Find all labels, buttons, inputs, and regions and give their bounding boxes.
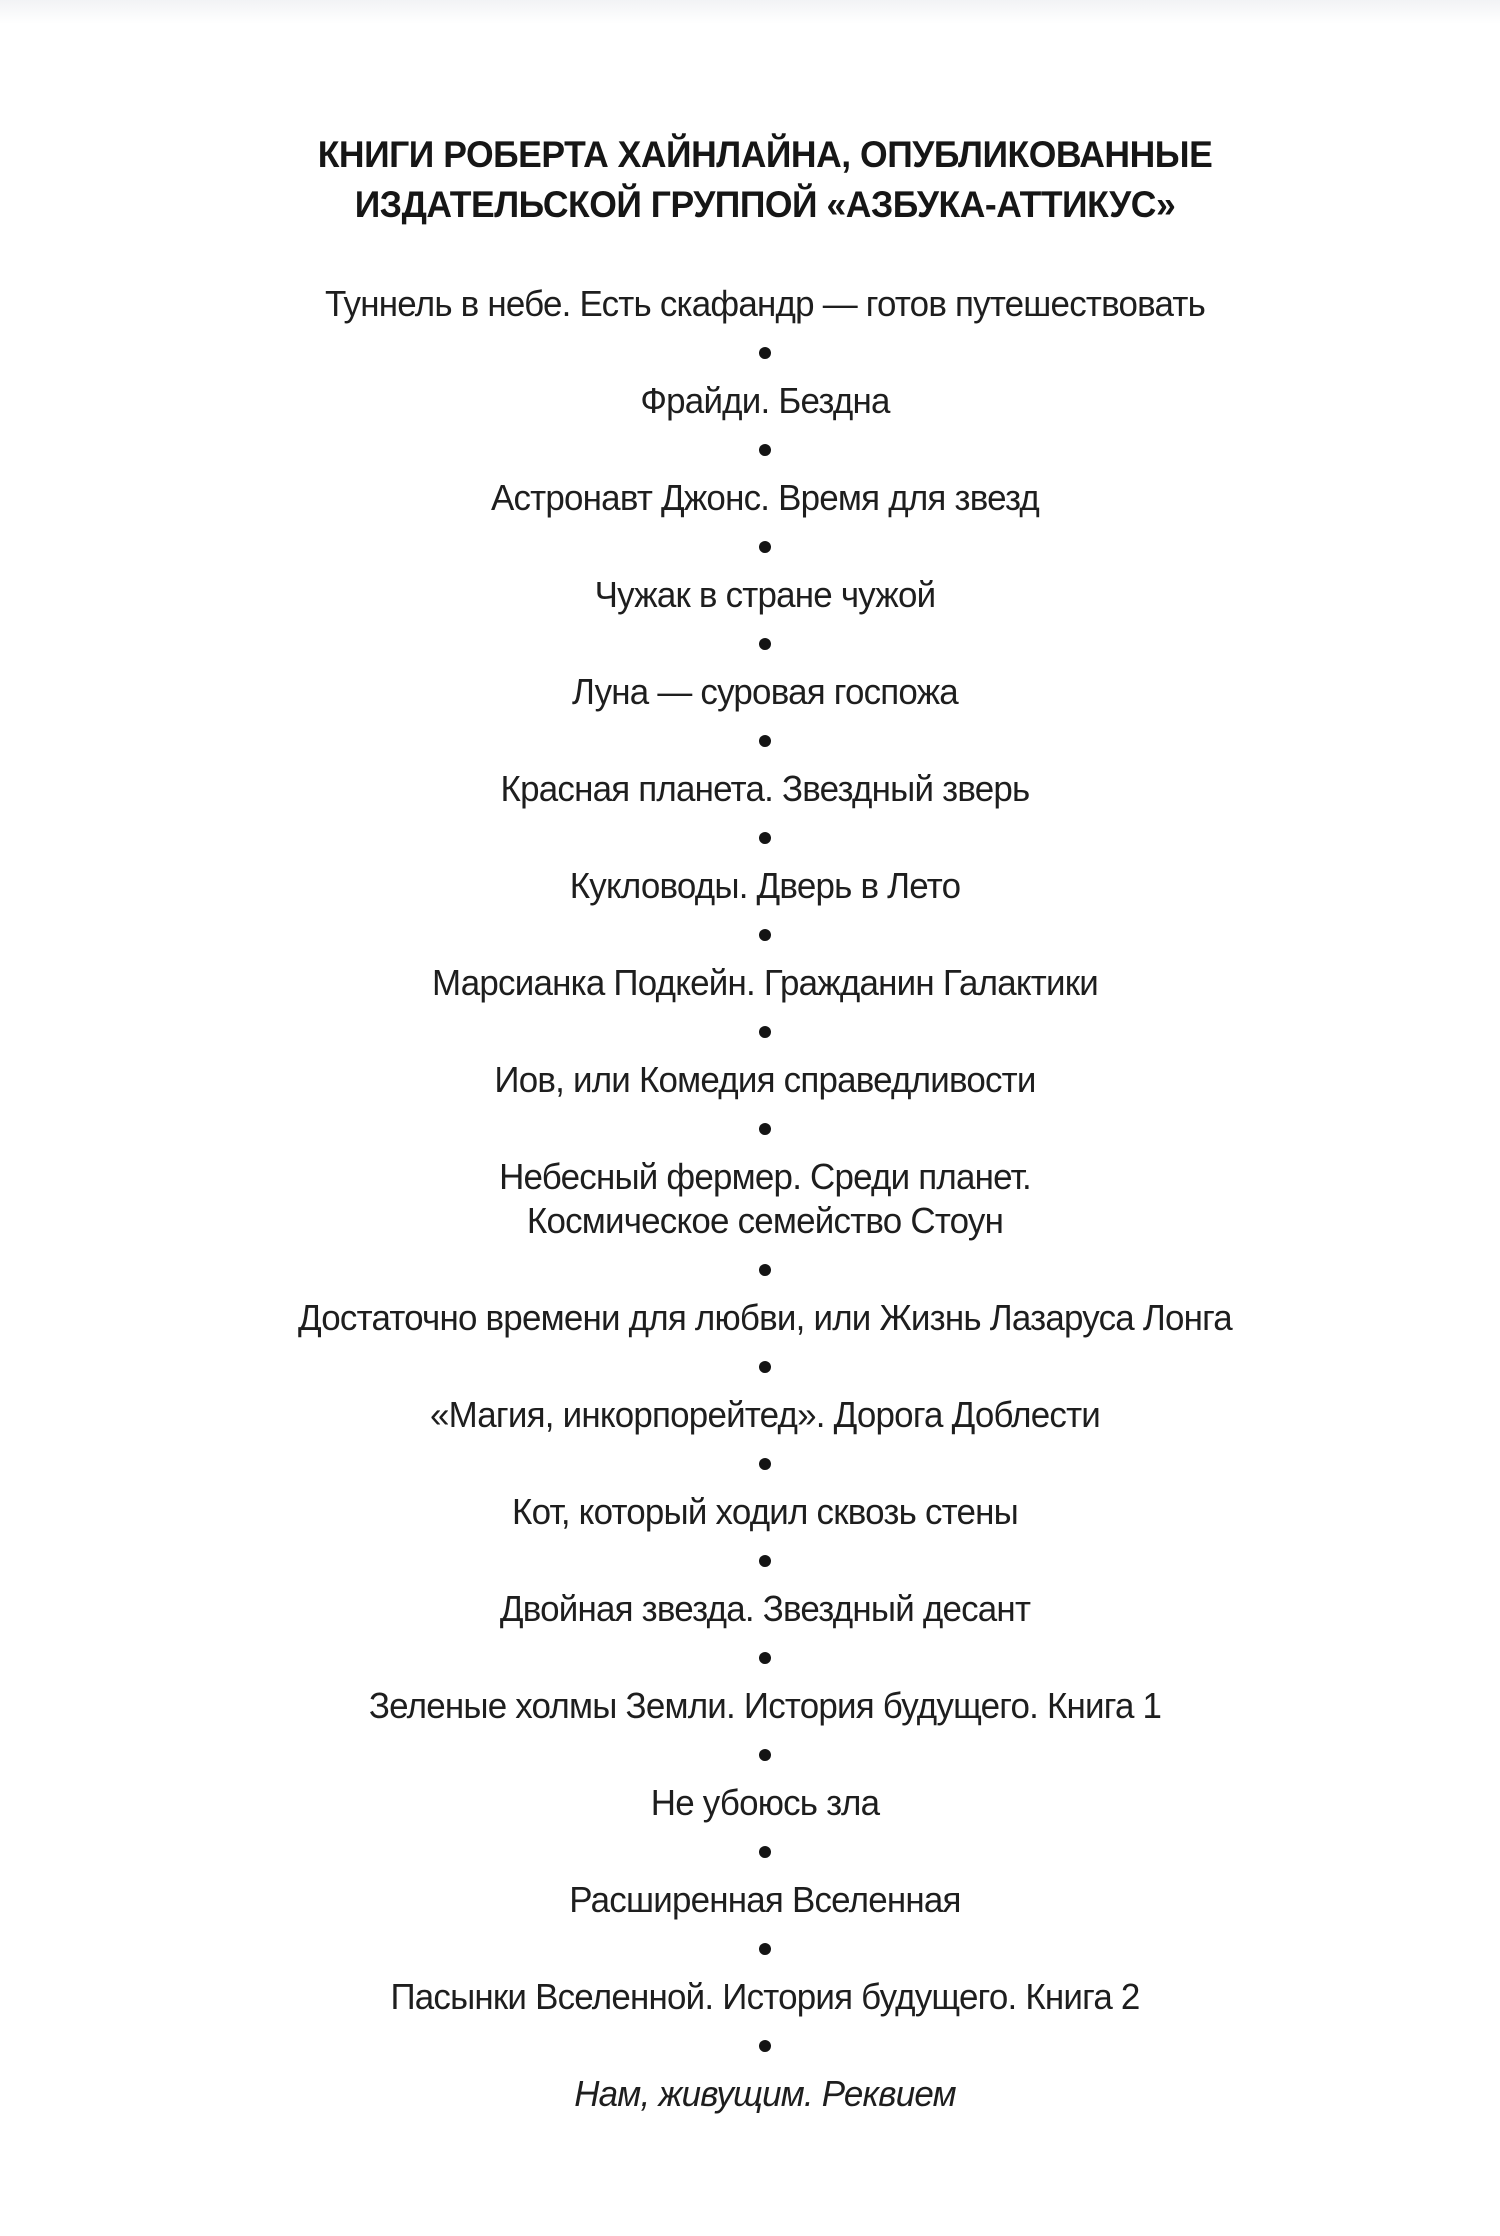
page-title (59, 130, 1470, 230)
book-entry-line: Достаточно времени для любви, или Жизнь Лазаруса Лонга (298, 1297, 1232, 1338)
bullet-dot-icon (759, 541, 771, 553)
bullet-dot-icon (759, 1943, 771, 1955)
bullet-dot-icon (759, 1026, 771, 1038)
book-entry-line: Туннель в небе. Есть скафандр — готов путешествовать (324, 283, 1206, 324)
book-entry (52, 864, 1478, 908)
book-entry-line: Пасынки Вселенной. История будущего. Книга 2 (390, 1976, 1140, 2017)
bullet-separator (30, 1728, 1500, 1781)
bullet-dot-icon (759, 832, 771, 844)
book-entry (52, 1058, 1478, 1102)
book-entry-line: Луна — суровая госпожа (572, 671, 958, 712)
book-entry (52, 1975, 1478, 2019)
book-entry (52, 1878, 1478, 1922)
book-entry-line: Иов, или Комедия справедливости (494, 1059, 1036, 1100)
book-entry (52, 767, 1478, 811)
book-entry (52, 1781, 1478, 1825)
bullet-dot-icon (759, 735, 771, 747)
book-entry (52, 961, 1478, 1005)
bullet-dot-icon (759, 1555, 771, 1567)
bullet-dot-icon (759, 638, 771, 650)
book-entry-line: Астронавт Джонс. Время для звезд (490, 477, 1040, 518)
book-entry (52, 1587, 1478, 1631)
bullet-separator (30, 1437, 1500, 1490)
book-entry-line: Фрайди. Бездна (640, 380, 890, 421)
book-entry (52, 670, 1478, 714)
bullet-separator (30, 617, 1500, 670)
bullet-separator (30, 714, 1500, 767)
book-entry-line: Красная планета. Звездный зверь (500, 768, 1030, 809)
book-entry (52, 1684, 1478, 1728)
bullet-separator (30, 1825, 1500, 1878)
book-entry-line: Чужак в стране чужой (594, 574, 936, 615)
book-entry-line: Кот, который ходил сквозь стены (512, 1491, 1018, 1532)
bullet-dot-icon (759, 1652, 771, 1664)
bullet-dot-icon (759, 929, 771, 941)
bullet-separator (30, 811, 1500, 864)
bullet-separator (30, 1922, 1500, 1975)
bullet-separator (30, 2019, 1500, 2072)
book-entry (52, 1155, 1478, 1243)
bullet-separator (30, 326, 1500, 379)
bullet-dot-icon (759, 1749, 771, 1761)
book-entry (52, 2072, 1478, 2116)
bullet-dot-icon (759, 1123, 771, 1135)
book-entry-line: Марсианка Подкейн. Гражданин Галактики (432, 962, 1098, 1003)
book-entry (52, 1393, 1478, 1437)
page-title-line-1: КНИГИ РОБЕРТА ХАЙНЛАЙНА, ОПУБЛИКОВАННЫЕ (317, 134, 1213, 175)
bullet-separator (30, 908, 1500, 961)
bullet-dot-icon (759, 444, 771, 456)
bullet-dot-icon (759, 1361, 771, 1373)
book-entry-line: Нам, живущим. Реквием (574, 2073, 956, 2114)
book-entry-line: Не убоюсь зла (650, 1782, 880, 1823)
bullet-dot-icon (759, 1458, 771, 1470)
book-entry (52, 379, 1478, 423)
book-entry (52, 573, 1478, 617)
bullet-separator (30, 1243, 1500, 1296)
book-entry (52, 476, 1478, 520)
bullet-separator (30, 423, 1500, 476)
book-entry (52, 1490, 1478, 1534)
page-title-line-2: ИЗДАТЕЛЬСКОЙ ГРУППОЙ «АЗБУКА-АТТИКУС» (354, 184, 1176, 225)
book-entry-line: Расширенная Вселенная (569, 1879, 961, 1920)
book-list (30, 282, 1500, 2116)
bullet-separator (30, 1005, 1500, 1058)
book-entry-line: Космическое семейство Стоун (526, 1200, 1004, 1241)
bullet-separator (30, 1631, 1500, 1684)
bullet-separator (30, 520, 1500, 573)
book-entry-line: Двойная звезда. Звездный десант (499, 1588, 1031, 1629)
bullet-dot-icon (759, 1846, 771, 1858)
bullet-dot-icon (759, 1264, 771, 1276)
book-entry-line: «Магия, инкорпорейтед». Дорога Доблести (429, 1394, 1101, 1435)
bullet-dot-icon (759, 2040, 771, 2052)
book-entry-line: Зеленые холмы Земли. История будущего. Книга 1 (368, 1685, 1162, 1726)
book-entry (52, 1296, 1478, 1340)
book-entry (52, 282, 1478, 326)
book-entry-line: Небесный фермер. Среди планет. (499, 1156, 1031, 1197)
bullet-separator (30, 1534, 1500, 1587)
bullet-dot-icon (759, 347, 771, 359)
bullet-separator (30, 1340, 1500, 1393)
book-entry-line: Кукловоды. Дверь в Лето (569, 865, 961, 906)
bullet-separator (30, 1102, 1500, 1155)
